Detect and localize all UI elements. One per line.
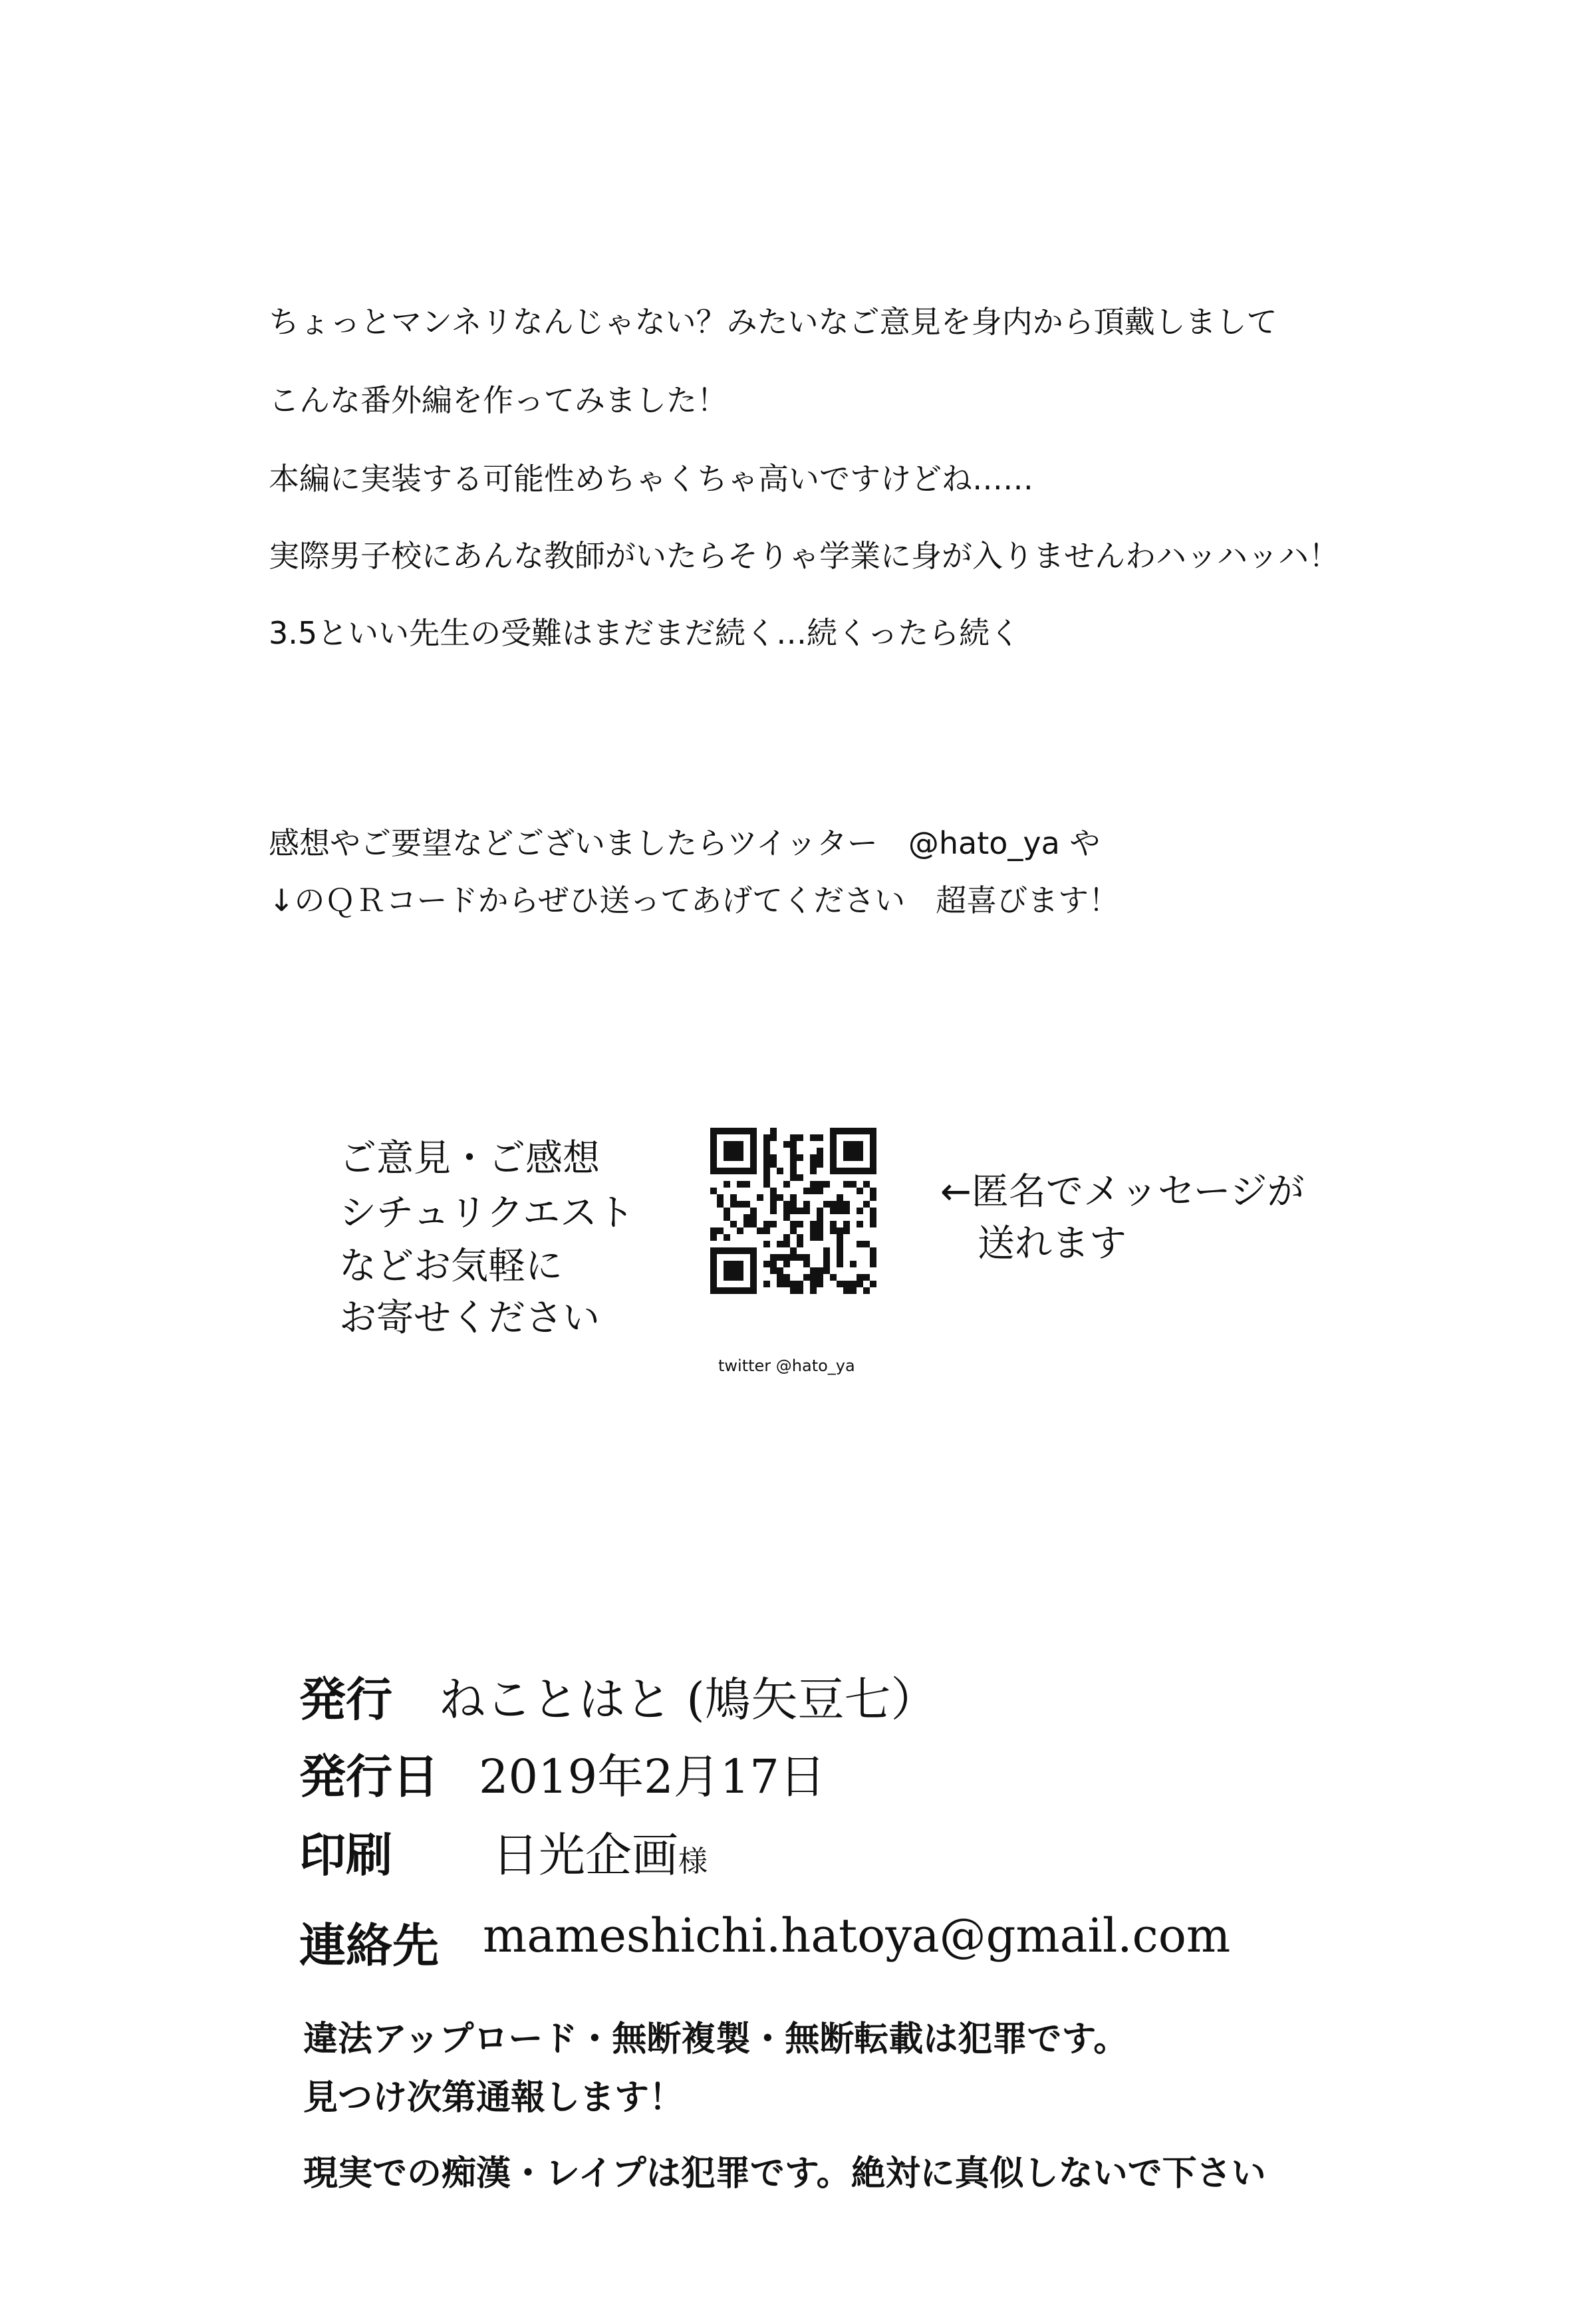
warning-line-1: 違法アップロード・無断複製・無断転載は犯罪です。 xyxy=(303,2019,1129,2059)
qr-left-line-4: お寄せください xyxy=(339,1297,600,1340)
feedback-line-2: ↓のＱＲコードからぜひ送ってあげてください 超喜びます！ xyxy=(269,882,1120,918)
publisher-label: 発行 xyxy=(299,1672,392,1727)
qr-left-line-3: などお気軽に xyxy=(339,1245,563,1288)
message-line-2: こんな番外編を作ってみました！ xyxy=(269,382,728,418)
contact-email[interactable]: mameshichi.hatoya@gmail.com xyxy=(483,1908,1231,1963)
printer-suffix: 様 xyxy=(678,1845,708,1878)
qr-code-icon[interactable] xyxy=(710,1128,876,1294)
qr-caption: twitter @hato_ya xyxy=(718,1356,855,1375)
message-line-1: ちょっとマンネリなんじゃない？みたいなご意見を身内から頂戴しまして xyxy=(269,304,1277,340)
message-line-5: 3.5といい先生の受難はまだまだ続く…続くったら続く xyxy=(269,615,1021,651)
warning-line-3: 現実での痴漢・レイプは犯罪です。絶対に真似しないで下さい xyxy=(303,2154,1266,2194)
warning-line-2: 見つけ次第通報します！ xyxy=(303,2078,684,2118)
printer-label: 印刷 xyxy=(299,1827,392,1882)
publisher-value: ねことはと (鳩矢豆七） xyxy=(439,1672,938,1727)
issue-date-value: 2019年2月17日 xyxy=(479,1749,826,1804)
qr-left-line-2: シチュリクエスト xyxy=(339,1192,635,1235)
message-line-3: 本編に実装する可能性めちゃくちゃ高いですけどね…… xyxy=(269,461,1033,497)
qr-right-line-2: 送れます xyxy=(978,1222,1127,1265)
qr-right-line-1: ←匿名でメッセージが xyxy=(940,1170,1305,1214)
qr-left-line-1: ご意見・ご感想 xyxy=(339,1137,600,1180)
printer-value xyxy=(492,1818,708,1885)
printer-name: 日光企画 xyxy=(492,1828,678,1882)
feedback-line-1: 感想やご要望などございましたらツイッター @hato_ya や xyxy=(269,825,1101,861)
contact-label: 連絡先 xyxy=(299,1918,439,1973)
issue-date-label: 発行日 xyxy=(299,1749,439,1804)
message-line-4: 実際男子校にあんな教師がいたらそりゃ学業に身が入りませんわハッハッハ！ xyxy=(269,538,1339,574)
